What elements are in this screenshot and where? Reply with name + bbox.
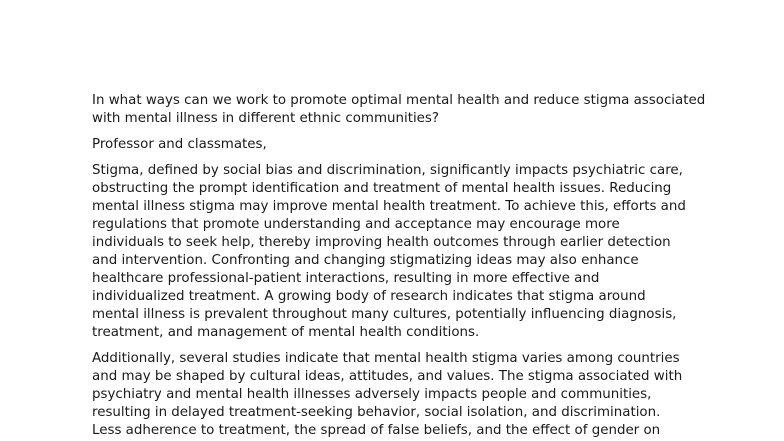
paragraph-line: mental illness stigma may improve mental health treatment. To achieve this, efforts and — [92, 199, 686, 214]
paragraph-line: individualized treatment. A growing body of research indicates that stigma around — [92, 289, 646, 304]
paragraph-line: psychiatry and mental health illnesses adversely impacts people and communities, — [92, 387, 652, 402]
paragraph-2 — [92, 350, 692, 440]
paragraph-line: regulations that promote understanding and acceptance may encourage more — [92, 217, 620, 232]
paragraph-line: and may be shaped by cultural ideas, attitudes, and values. The stigma associated with — [92, 369, 683, 384]
paragraph-line: Less adherence to treatment, the spread of false beliefs, and the effect of gender on — [92, 423, 661, 438]
paragraph-1 — [92, 162, 692, 342]
paragraph-line: resulting in delayed treatment-seeking behavior, social isolation, and discrimination. — [92, 405, 661, 420]
paragraph-line: Stigma, defined by social bias and discrimination, significantly impacts psychiatric care, — [92, 163, 683, 178]
paragraph-line: mental illness is prevalent throughout many cultures, potentially influencing diagnosis, — [92, 307, 677, 322]
document-body — [92, 92, 706, 440]
paragraph-line: healthcare professional-patient interactions, resulting in more effective and — [92, 271, 600, 286]
paragraph-line: and intervention. Confronting and changing stigmatizing ideas may also enhance — [92, 253, 639, 268]
question-line: In what ways can we work to promote optimal mental health and reduce stigma associated — [92, 93, 706, 108]
paragraph-line: treatment, and management of mental health conditions. — [92, 325, 480, 340]
paragraph-line: Additionally, several studies indicate that mental health stigma varies among countries — [92, 351, 680, 366]
discussion-question — [92, 92, 706, 128]
question-line: with mental illness in different ethnic communities? — [92, 111, 439, 126]
paragraph-line: obstructing the prompt identification and treatment of mental health issues. Reducing — [92, 181, 672, 196]
greeting: Professor and classmates, — [92, 137, 267, 152]
paragraph-line: individuals to seek help, thereby improving health outcomes through earlier detection — [92, 235, 671, 250]
